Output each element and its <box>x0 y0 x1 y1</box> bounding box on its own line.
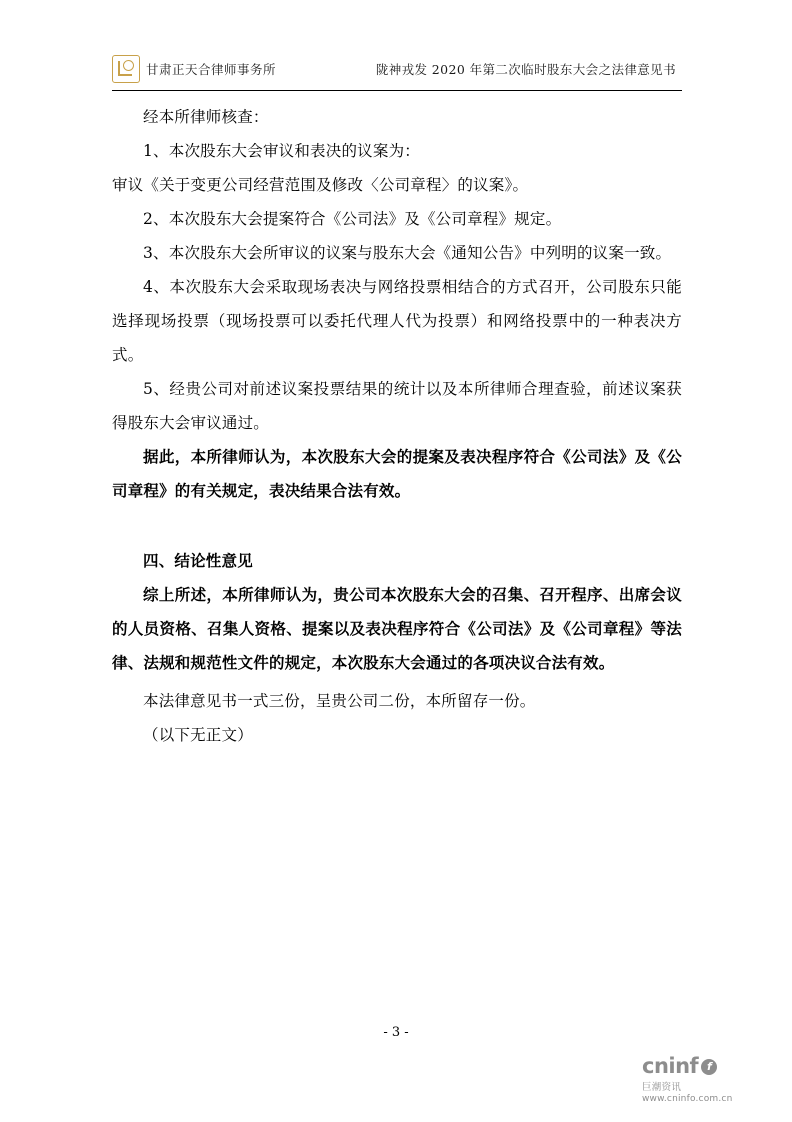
firm-identity <box>112 55 276 83</box>
page-number: - 3 - <box>383 1025 409 1040</box>
header-divider <box>112 90 682 91</box>
paragraph: 经本所律师核查： <box>143 108 269 126</box>
paragraph-emphasis: 据此，本所律师认为，本次股东大会的提案及表决程序符合《公司法》及《公司章程》的有关规定，表决结果合法有效。 <box>112 447 682 500</box>
section-heading: 四、结论性意见 <box>143 551 253 570</box>
paragraph-emphasis: 综上所述，本所律师认为，贵公司本次股东大会的召集、召开程序、出席会议的人员资格、召集人资格、提案以及表决程序符合《公司法》及《公司章程》等法律、法规和规范性文件的规定，本次股东大会通过的各项决议合法有效。 <box>112 585 682 672</box>
watermark-brand-text: cninf <box>642 1054 699 1078</box>
watermark-url: www.cninfo.com.cn <box>642 1094 733 1104</box>
swoosh-icon: f <box>701 1059 717 1075</box>
firm-seal-icon <box>112 55 140 83</box>
watermark-cn-text: 巨潮资讯 <box>642 1082 682 1093</box>
watermark-logo <box>642 1056 762 1077</box>
document-body <box>112 100 682 752</box>
document-header-title: 陇神戎发 2020 年第二次临时股东大会之法律意见书 <box>375 62 676 77</box>
paragraph: （以下无正文） <box>143 726 253 744</box>
paragraph: 本法律意见书一式三份，呈贵公司二份，本所留存一份。 <box>143 692 536 710</box>
paragraph: 3、本次股东大会所审议的议案与股东大会《通知公告》中列明的议案一致。 <box>143 244 672 262</box>
paragraph: 1、本次股东大会审议和表决的议案为： <box>143 142 420 160</box>
firm-name: 甘肃正天合律师事务所 <box>146 62 277 77</box>
paragraph: 4、本次股东大会采取现场表决与网络投票相结合的方式召开，公司股东只能选择现场投票（现场投票可以委托代理人代为投票）和网络投票中的一种表决方式。 <box>112 278 682 364</box>
page-header <box>112 48 682 90</box>
watermark <box>642 1056 762 1104</box>
paragraph: 审议《关于变更公司经营范围及修改〈公司章程〉的议案》。 <box>112 176 529 194</box>
paragraph: 5、经贵公司对前述议案投票结果的统计以及本所律师合理查验，前述议案获得股东大会审议通过。 <box>112 380 682 432</box>
paragraph: 2、本次股东大会提案符合《公司法》及《公司章程》规定。 <box>143 210 562 228</box>
